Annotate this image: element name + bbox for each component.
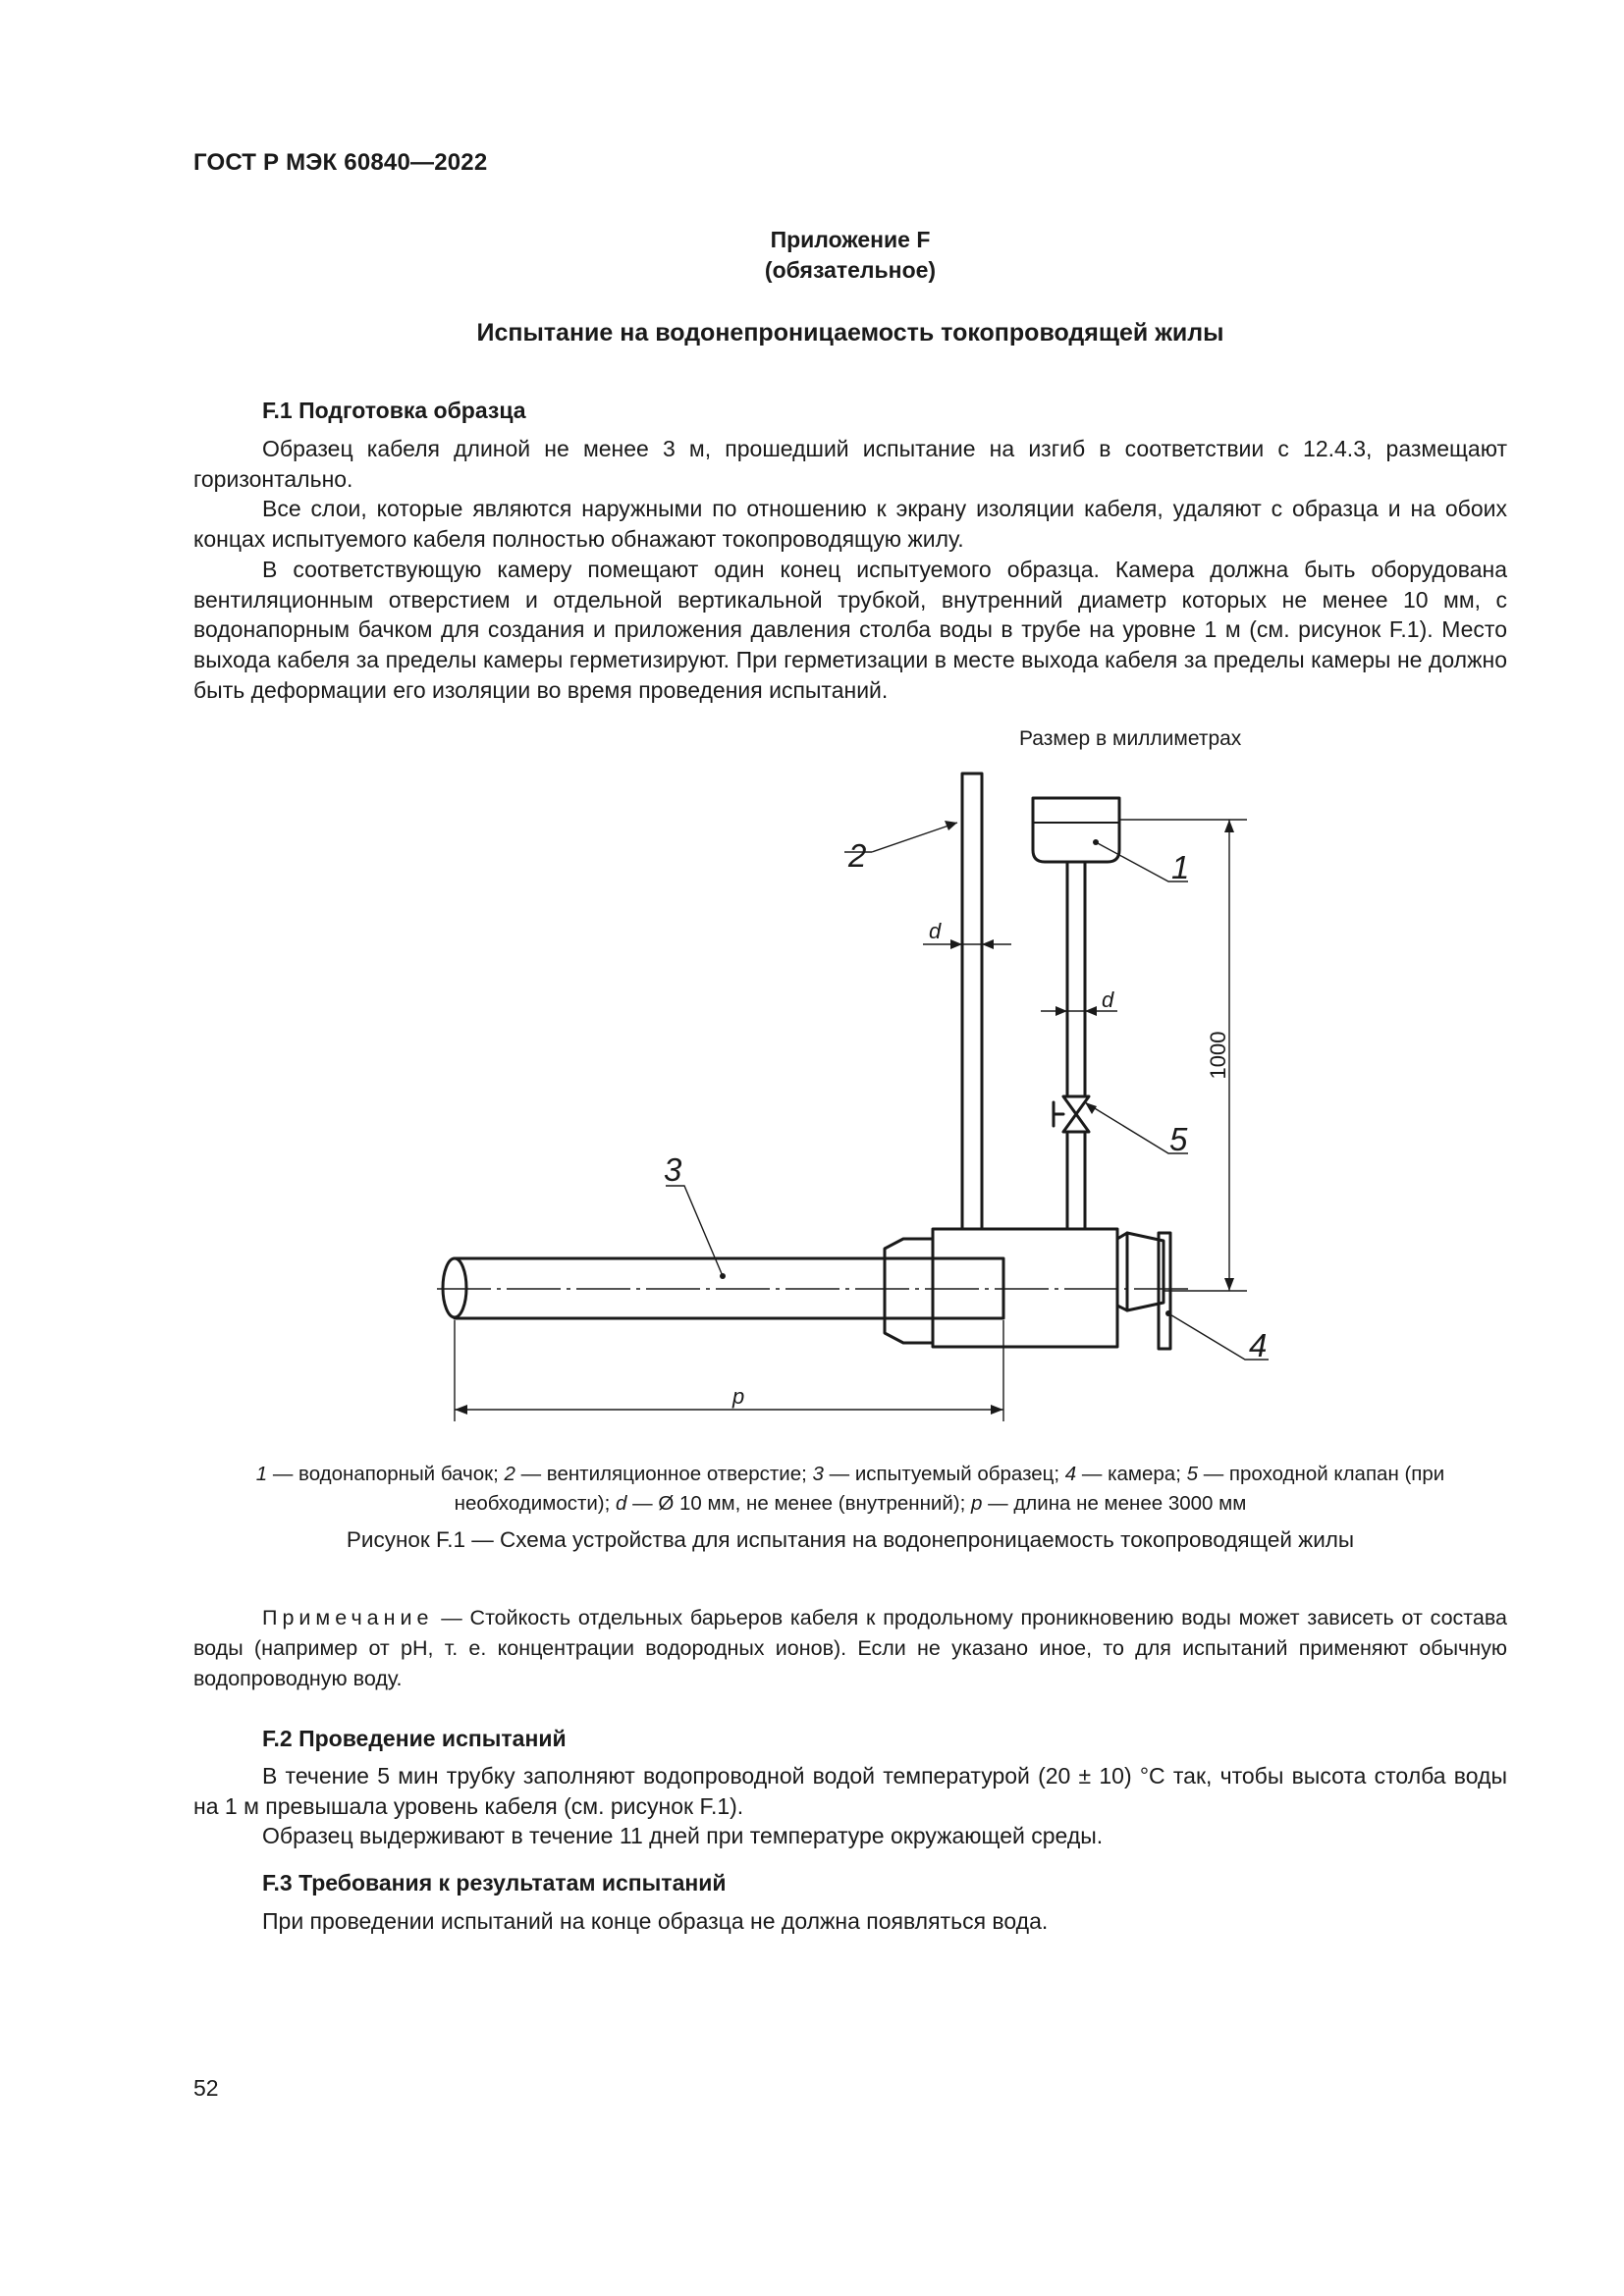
document-header: ГОСТ Р МЭК 60840—2022 bbox=[193, 149, 488, 176]
section-f2-body bbox=[193, 1761, 1507, 1851]
section-f1-heading: F.1 Подготовка образца bbox=[262, 398, 526, 423]
legend-text: — длина не менее 3000 мм bbox=[982, 1492, 1247, 1515]
figure-units-note: Размер в миллиметрах bbox=[1019, 727, 1242, 750]
paragraph: Все слои, которые являются наружными по отношению к экрану изоляции кабеля, удаляют с образца и на обоих концах испытуемого кабеля полностью обнажают токопроводящую жилу. bbox=[193, 496, 1507, 553]
legend-text: — Ø 10 мм, не менее (внутренний); bbox=[626, 1492, 972, 1515]
legend-key: 5 bbox=[1186, 1463, 1199, 1485]
legend-key: 4 bbox=[1064, 1463, 1077, 1485]
paragraph: Образец кабеля длиной не менее 3 м, прошедший испытание на изгиб в соответствии с 12.4.3, размещают горизонтально. bbox=[193, 436, 1507, 492]
label-d-supply: d bbox=[1102, 988, 1114, 1012]
label-valve: 5 bbox=[1169, 1121, 1188, 1157]
legend-key: 3 bbox=[812, 1463, 824, 1485]
paragraph: При проведении испытаний на конце образца не должна появляться вода. bbox=[262, 1908, 1049, 1934]
label-vent: 2 bbox=[848, 837, 867, 874]
annex-heading: Испытание на водонепроницаемость токопроводящей жилы bbox=[476, 319, 1224, 347]
figure-title: Рисунок F.1 — Схема устройства для испытания на водонепроницаемость токопроводящей жилы bbox=[346, 1527, 1355, 1552]
note bbox=[193, 1603, 1507, 1694]
paragraph: В течение 5 мин трубку заполняют водопроводной водой температурой (20 ± 10) °С так, чтобы высота столба воды на 1 м превышала уровень кабеля (см. рисунок F.1). bbox=[193, 1763, 1507, 1819]
legend-text: — вентиляционное отверстие; bbox=[514, 1463, 813, 1485]
label-d-vent: d bbox=[929, 919, 942, 943]
legend-text: — испытуемый образец; bbox=[823, 1463, 1065, 1485]
paragraph: Образец выдерживают в течение 11 дней при температуре окружающей среды. bbox=[262, 1823, 1104, 1849]
legend-key: p bbox=[971, 1492, 983, 1515]
legend-key: 1 bbox=[255, 1463, 268, 1485]
section-f3-heading: F.3 Требования к результатам испытаний bbox=[262, 1870, 727, 1896]
section-f3-body bbox=[193, 1906, 1507, 1937]
label-p-length: p bbox=[732, 1384, 745, 1409]
label-specimen: 3 bbox=[664, 1151, 682, 1188]
legend-text: — проходной клапан (при необходимости); bbox=[454, 1463, 1445, 1515]
label-chamber: 4 bbox=[1249, 1327, 1268, 1363]
annex-title: Приложение F bbox=[770, 227, 931, 252]
legend-text: — камера; bbox=[1076, 1463, 1187, 1485]
section-f2-heading: F.2 Проведение испытаний bbox=[262, 1726, 567, 1751]
figure-legend bbox=[193, 1460, 1507, 1519]
legend-key: d bbox=[616, 1492, 627, 1515]
label-height-dimension: 1000 bbox=[1206, 1031, 1230, 1080]
legend-key: 2 bbox=[504, 1463, 515, 1485]
page-number: 52 bbox=[193, 2075, 219, 2101]
annex-status: (обязательное) bbox=[764, 257, 937, 283]
label-tank: 1 bbox=[1171, 849, 1190, 885]
legend-text: — водонапорный бачок; bbox=[267, 1463, 505, 1485]
note-label: Примечание bbox=[262, 1606, 434, 1629]
paragraph: В соответствующую камеру помещают один конец испытуемого образца. Камера должна быть оборудована вентиляционным отверстием и отдельной вертикальной трубкой, внутренний диаметр которых не менее 10 мм, с водонапорным бачком для создания и приложения давления столба воды в трубе на уровне 1 м (см. рисунок F.1). Место выхода кабеля за пределы камеры герметизируют. При герметизации в месте выхода кабеля за пределы камеры не должно быть деформации его изоляции во время проведения испытаний. bbox=[193, 556, 1507, 703]
note-text: — Стойкость отдельных барьеров кабеля к продольному проникновению воды может зависеть от состава воды (например от pH, т. е. концентрации водородных ионов). Если не указано иное, то для испытаний применяют обычную водопроводную воду. bbox=[193, 1606, 1507, 1690]
